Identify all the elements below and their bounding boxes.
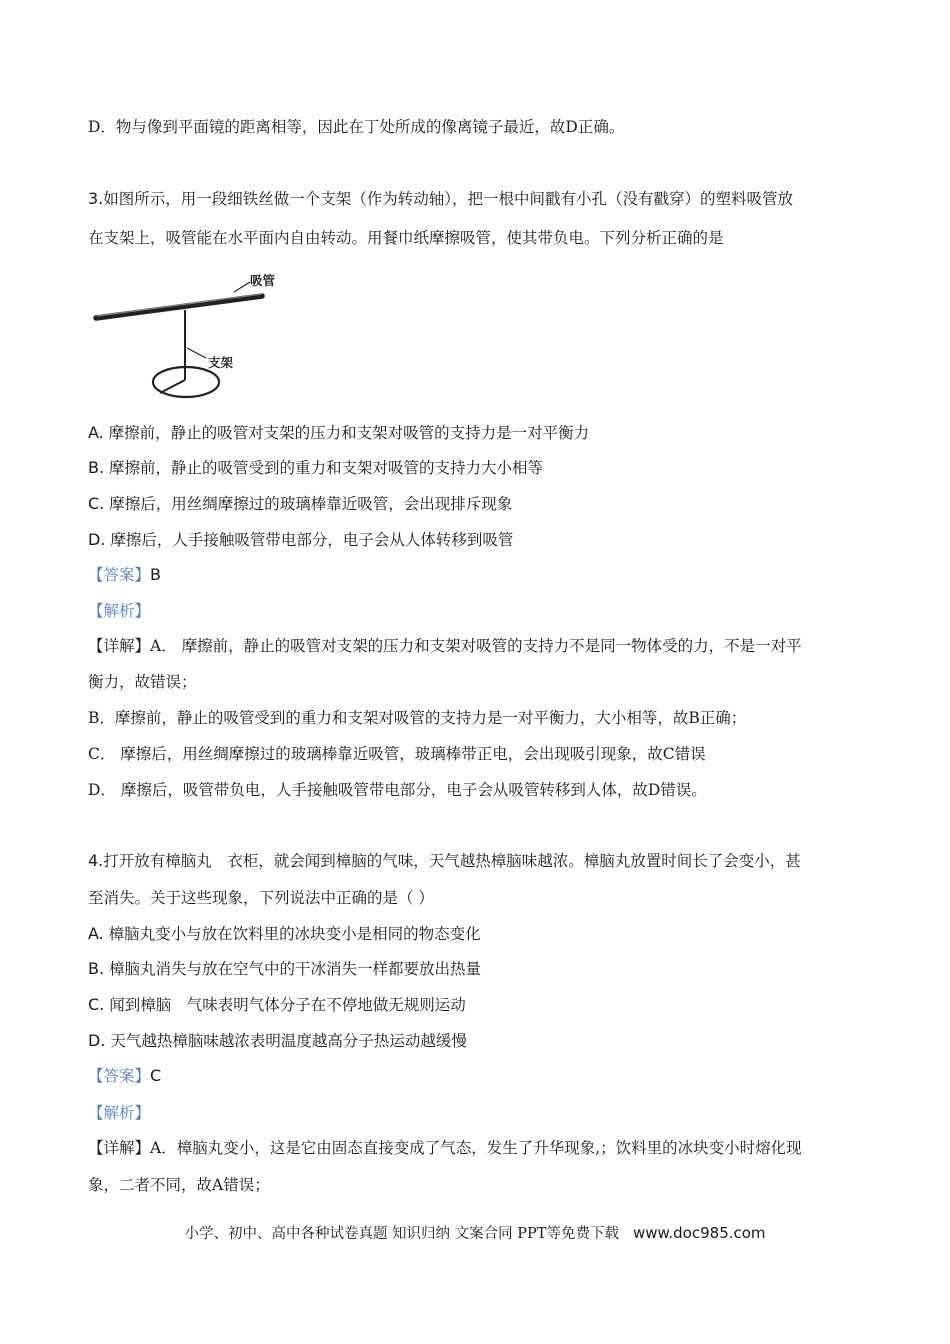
question-3-stem-line2: 在支架上，吸管能在水平面内自由转动。用餐巾纸摩擦吸管，使其带负电。下列分析正确的是	[88, 229, 724, 247]
question-3-detail-line5: D． 摩擦后，吸管带负电，人手接触吸管带电部分，电子会从吸管转移到人体，故D错误。	[88, 781, 707, 799]
question-4-answer	[88, 1066, 161, 1086]
answer-value: C	[150, 1066, 162, 1085]
option-c-text: 摩擦后，用丝绸摩擦过的玻璃棒靠近吸管，会出现排斥现象	[104, 495, 513, 513]
option-b-letter: B.	[88, 959, 105, 978]
question-3-analysis-tag: 【解析】	[88, 602, 151, 620]
answer-tag: 【答案】	[88, 1067, 151, 1085]
question-4-option-c	[88, 995, 466, 1015]
question-4-stem-line2: 至消失。关于这些现象，下列说法中正确的是（ ）	[88, 889, 434, 907]
answer-value: B	[150, 565, 161, 584]
question-3-detail-line4: C． 摩擦后，用丝绸摩擦过的玻璃棒靠近吸管，玻璃棒带正电，会出现吸引现象，故C错误	[88, 745, 706, 763]
option-a-text: 樟脑丸变小与放在饮料里的冰块变小是相同的物态变化	[103, 925, 481, 943]
previous-answer-d: D．物与像到平面镜的距离相等，因此在丁处所成的像离镜子最近，故D正确。	[88, 118, 625, 136]
option-b-text: 摩擦前，静止的吸管受到的重力和支架对吸管的支持力大小相等	[104, 459, 543, 477]
option-a-text: 摩擦前，静止的吸管对支架的压力和支架对吸管的支持力是一对平衡力	[103, 424, 590, 442]
question-3-option-d	[88, 530, 513, 550]
footer-url[interactable]: www.doc985.com	[632, 1224, 766, 1242]
straw-highlight	[97, 294, 262, 316]
question-4-analysis-tag: 【解析】	[88, 1104, 151, 1122]
option-d-text: 天气越热樟脑味越浓表明温度越高分子热运动越缓慢	[105, 1032, 467, 1050]
straw-stand-figure	[88, 268, 288, 403]
footer-text: 小学、初中、高中各种试卷真题 知识归纳 文案合同 PPT等免费下载	[184, 1226, 619, 1242]
stand-label: 支架	[208, 355, 234, 370]
question-4-option-b	[88, 959, 481, 979]
question-3-option-c	[88, 494, 512, 514]
question-4-text-1: 打开放有樟脑丸 衣柜，就会闻到樟脑的气味，天气越热樟脑味越浓。樟脑丸放置时间长了会变小，甚	[103, 852, 801, 870]
question-4-detail-line2: 象，二者不同，故A错误；	[88, 1176, 270, 1194]
straw-leader-line	[234, 282, 250, 292]
question-3-answer	[88, 565, 161, 585]
question-4-option-d	[88, 1031, 467, 1051]
question-4-stem-line1	[88, 851, 801, 871]
question-4-option-a	[88, 924, 481, 944]
option-b-letter: B.	[88, 458, 105, 477]
question-4-detail-line1: 【详解】A．樟脑丸变小，这是它由固态直接变成了气态，发生了升华现象,；饮料里的冰块变小时熔化现	[88, 1139, 802, 1157]
option-c-text: 闻到樟脑 气味表明气体分子在不停地做无规则运动	[104, 996, 466, 1014]
question-3-stem-line1	[88, 189, 793, 209]
straw-label: 吸管	[250, 273, 276, 288]
question-3-detail-line1: 【详解】A． 摩擦前，静止的吸管对支架的压力和支架对吸管的支持力不是同一物体受的力，不是一对平	[88, 637, 802, 655]
option-d-letter: D.	[88, 1031, 106, 1050]
option-a-letter: A.	[88, 423, 104, 442]
option-a-letter: A.	[88, 924, 104, 943]
straw-shape	[96, 296, 262, 318]
question-4-number: 4.	[88, 851, 104, 870]
answer-tag: 【答案】	[88, 566, 151, 584]
option-c-letter: C.	[88, 995, 105, 1014]
stand-leader-line	[187, 348, 206, 358]
question-3-number: 3.	[88, 189, 104, 208]
option-b-text: 樟脑丸消失与放在空气中的干冰消失一样都要放出热量	[104, 960, 481, 978]
question-3-text-1: 如图所示，用一段细铁丝做一个支架（作为转动轴），把一根中间戳有小孔（没有戳穿）的塑料吸管放	[103, 190, 794, 208]
option-d-text: 摩擦后，人手接触吸管带电部分，电子会从人体转移到吸管	[105, 531, 514, 549]
option-c-letter: C.	[88, 494, 105, 513]
stand-foot-shape	[160, 380, 185, 393]
question-3-detail-line2: 衡力，故错误；	[88, 673, 197, 691]
option-d-letter: D.	[88, 530, 106, 549]
question-3-option-a	[88, 423, 589, 443]
page-footer	[0, 1222, 950, 1243]
question-3-option-b	[88, 458, 543, 478]
question-3-detail-line3: B．摩擦前，静止的吸管受到的重力和支架对吸管的支持力是一对平衡力，大小相等，故B正确；	[88, 709, 747, 727]
